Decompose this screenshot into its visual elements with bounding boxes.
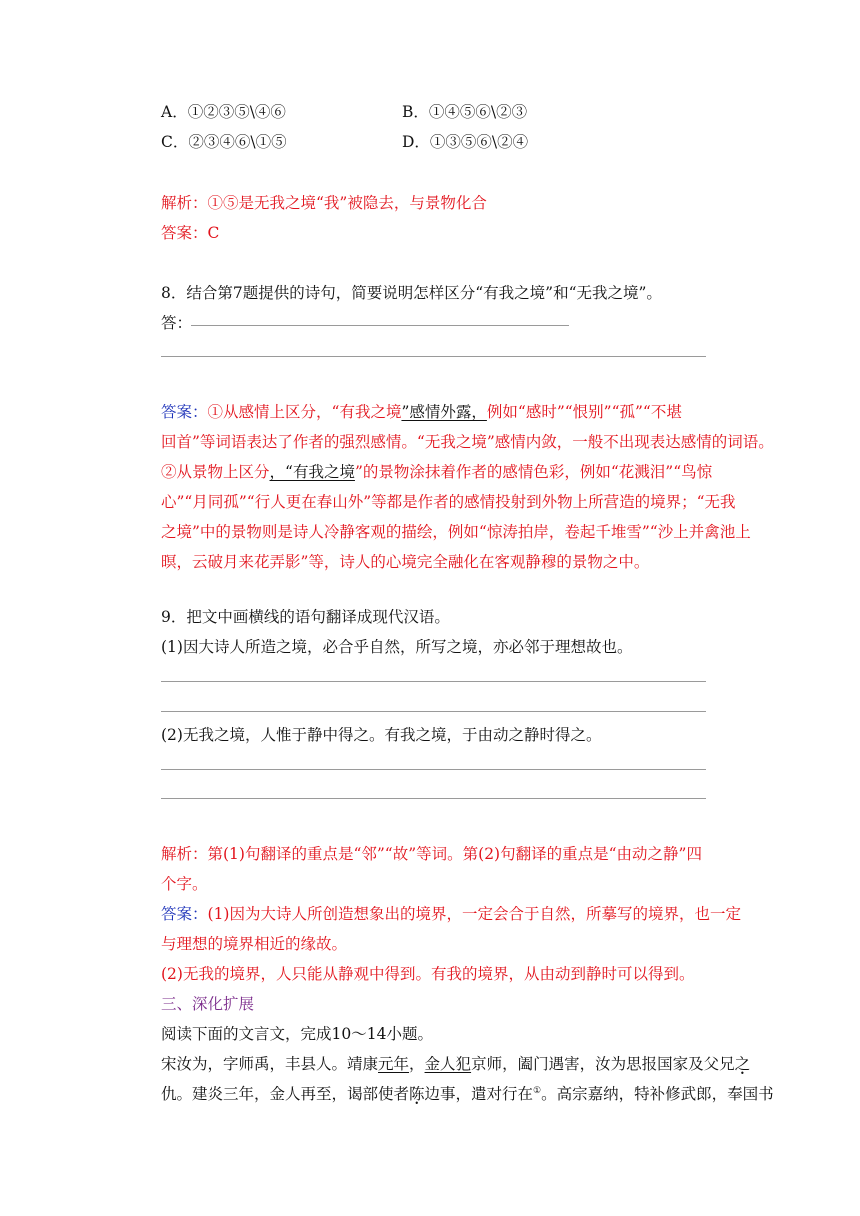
- passage-text: 宋汝为，字师禹，丰县人。靖康: [161, 1055, 379, 1073]
- q7-analysis: 解析：①⑤是无我之境“我”被隐去，与景物化合: [161, 194, 487, 212]
- answer-line: [161, 711, 706, 712]
- passage-line-1: [161, 1053, 750, 1075]
- q8-question: 8．结合第7题提供的诗句，简要说明怎样区分“有我之境”和“无我之境”。: [161, 284, 662, 302]
- q9-answer-line-3: (2)无我的境界，人只能从静观中得到。有我的境界，从由动到静时可以得到。: [161, 965, 695, 983]
- q9-answer-line-1: [161, 903, 741, 925]
- passage-line-2: [161, 1083, 774, 1105]
- answer-line: [161, 356, 706, 357]
- passage-text: 。高宗嘉纳，特补修武郎，奉国书: [541, 1085, 774, 1103]
- answer-label: 答案：: [161, 905, 208, 923]
- option-b: B．①④⑤⑥\②③: [402, 103, 528, 121]
- q8-answer-line-3: [161, 461, 712, 483]
- passage-dotted-char: 之: [734, 1055, 751, 1073]
- answer-line: [161, 798, 706, 799]
- section-intro: 阅读下面的文言文，完成10～14小题。: [161, 1025, 433, 1043]
- q8-answer-line-6: 暝，云破月来花弄影”等，诗人的心境完全融化在客观静穆的景物之中。: [161, 553, 650, 571]
- passage-text: 边事，遣对行在: [424, 1085, 534, 1103]
- section-heading: 三、深化扩展: [161, 995, 255, 1013]
- q8-answer-line-2: 回首”等词语表达了作者的强烈感情。“无我之境”感情内敛，一般不出现表达感情的词语。: [161, 433, 774, 451]
- q8-ans-underlined: ”感情外露，: [401, 403, 487, 421]
- footnote-marker: ①: [533, 1086, 542, 1096]
- q8-answer-line-4: 心”“月同孤”“行人更在春山外”等都是作者的感情投射到外物上所营造的境界；“无我: [161, 493, 736, 511]
- option-d: D．①③⑤⑥\②④: [402, 133, 529, 151]
- q9-question: 9．把文中画横线的语句翻译成现代汉语。: [161, 608, 450, 626]
- q9-ans-part: (1)因为大诗人所创造想象出的境界，一定会合于自然，所摹写的境界，也一定: [207, 905, 741, 923]
- option-c: C．②③④⑥\①⑤: [161, 133, 287, 151]
- passage-underlined: 金人犯: [424, 1055, 472, 1073]
- passage-dotted-char: 陈: [409, 1085, 425, 1103]
- q8-ans-part: ①从感情上区分，“有我之境: [207, 403, 402, 421]
- q8-answer-prompt: 答：: [161, 314, 193, 332]
- passage-text: 京师，阖门遇害，汝为思报国家及父兄: [471, 1055, 735, 1073]
- q9-sentence-2: (2)无我之境，人惟于静中得之。有我之境，于由动之静时得之。: [161, 726, 602, 744]
- answer-line: [191, 325, 569, 326]
- q9-sentence-1: (1)因大诗人所造之境，必合乎自然，所写之境，亦必邻于理想故也。: [161, 638, 633, 656]
- q8-ans-part: 例如“感时”“恨别”“孤”“不堪: [486, 403, 682, 421]
- q8-ans-part: ”的景物涂抹着作者的感情色彩，例如“花溅泪”“鸟惊: [354, 463, 713, 481]
- q8-ans-underlined: ，“有我之境: [269, 463, 355, 481]
- q9-analysis-line-2: 个字。: [161, 875, 208, 893]
- q8-ans-part: ②从景物上区分: [161, 463, 270, 481]
- answer-label: 答案：: [161, 403, 208, 421]
- q7-answer: 答案：C: [161, 224, 220, 242]
- passage-underlined: 元年: [378, 1055, 410, 1073]
- q9-analysis-line-1: 解析：第(1)句翻译的重点是“邻”“故”等词。第(2)句翻译的重点是“由动之静”四: [161, 845, 702, 863]
- q9-answer-line-2: 与理想的境界相近的缘故。: [161, 935, 348, 953]
- option-a: A．①②③⑤\④⑥: [161, 103, 286, 121]
- passage-text: 仇。建炎三年，金人再至，谒部使者: [161, 1085, 410, 1103]
- passage-text: ，: [409, 1055, 425, 1073]
- q8-answer-line-1: [161, 401, 682, 423]
- q8-answer-line-5: 之境”中的景物则是诗人冷静客观的描绘，例如“惊涛拍岸，卷起千堆雪”“沙上并禽池上: [161, 523, 751, 541]
- answer-line: [161, 769, 706, 770]
- answer-line: [161, 681, 706, 682]
